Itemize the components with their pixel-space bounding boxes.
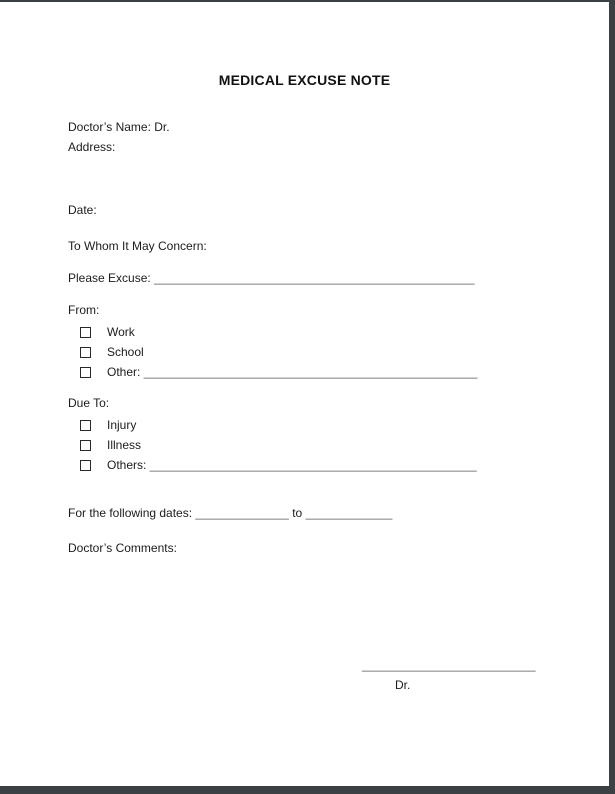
doctor-info-block <box>68 117 170 157</box>
comments-label: Doctor’s Comments: <box>68 541 177 555</box>
to-connector: to <box>292 506 303 520</box>
dates-row <box>68 503 392 523</box>
illness-checkbox[interactable] <box>80 440 91 451</box>
from-option-work <box>80 322 135 342</box>
doctor-name-line: Doctor’s Name: Dr. <box>68 120 170 134</box>
date-to-blank-line[interactable]: _____________ <box>305 506 393 520</box>
others-label: Others: <box>107 458 147 472</box>
school-label: School <box>107 345 144 359</box>
due-to-option-injury <box>80 415 136 435</box>
dates-label: For the following dates: <box>68 506 193 520</box>
excuse-blank-line[interactable]: ________________________________________________ <box>154 271 475 285</box>
due-to-option-others <box>80 455 477 475</box>
other-checkbox[interactable] <box>80 367 91 378</box>
due-to-option-illness <box>80 435 141 455</box>
others-blank-line[interactable]: _________________________________________________ <box>149 458 477 472</box>
from-option-other <box>80 362 477 382</box>
other-blank-line[interactable]: __________________________________________________ <box>143 365 478 379</box>
document-title: MEDICAL EXCUSE NOTE <box>218 72 391 88</box>
date-line: Date: <box>68 203 97 217</box>
from-section-label: From: <box>68 303 100 317</box>
excuse-label: Please Excuse: <box>68 271 151 285</box>
signature-blank-line[interactable]: __________________________ <box>362 658 536 672</box>
due-to-section-label: Due To: <box>68 396 110 410</box>
others-checkbox[interactable] <box>80 460 91 471</box>
work-checkbox[interactable] <box>80 327 91 338</box>
document-page <box>0 2 609 786</box>
injury-checkbox[interactable] <box>80 420 91 431</box>
work-label: Work <box>107 325 135 339</box>
signature-name: Dr. <box>395 678 411 692</box>
signature-block <box>362 655 536 695</box>
school-checkbox[interactable] <box>80 347 91 358</box>
illness-label: Illness <box>107 438 142 452</box>
injury-label: Injury <box>107 418 137 432</box>
salutation: To Whom It May Concern: <box>68 239 207 253</box>
excuse-row <box>68 268 474 288</box>
address-line: Address: <box>68 140 116 154</box>
date-from-blank-line[interactable]: ______________ <box>195 506 289 520</box>
from-option-school <box>80 342 144 362</box>
other-label: Other: <box>107 365 141 379</box>
